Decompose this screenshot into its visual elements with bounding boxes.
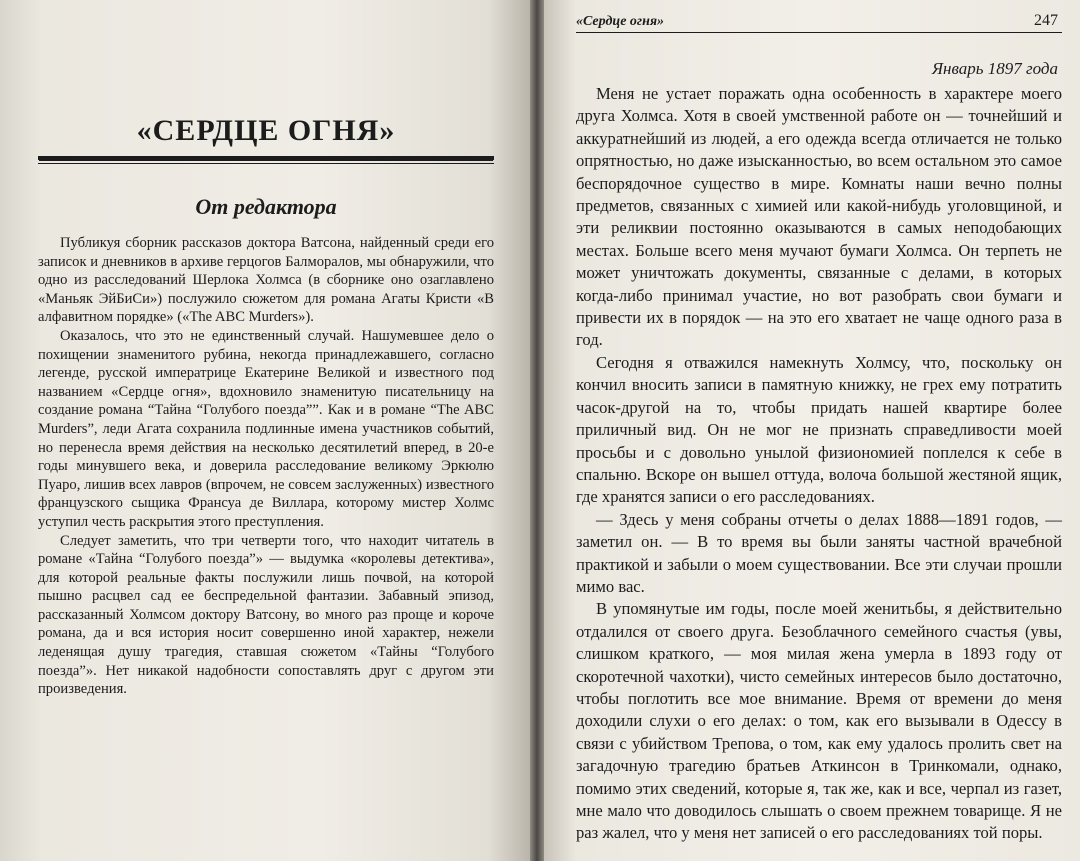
paragraph: — Здесь у меня собраны отчеты о делах 1888—1891 годов, — заметил он. — В то время вы были заняты частной врачебной практикой и забыли о моем существовании. Все эти случаи прошли мимо вас. xyxy=(576,509,1062,596)
running-title: «Сердце огня» xyxy=(576,14,665,29)
running-head xyxy=(576,0,1062,30)
story-text xyxy=(576,83,1062,845)
editor-heading: От редактора xyxy=(195,194,337,219)
dateline: Январь 1897 года xyxy=(931,59,1058,78)
left-page xyxy=(0,0,530,861)
chapter-title-rule xyxy=(38,156,494,160)
chapter-title: «СЕРДЦЕ ОГНЯ» xyxy=(136,114,396,147)
paragraph: В упомянутые им годы, после моей женитьбы, я действительно отдалился от своего друга. Безоблачного семейного счастья (увы, слишком краткого, — моя милая жена умерла в 1893 году от скоротечной чахотки), чисто семейных интересов было достаточно, чтобы поглотить все мое внимание. Время от времени до меня доходили слухи о его делах: о том, как его вызывали в Одессу в связи с убийством Трепова, о том, как ему удалось пролить свет на загадочную трагедию братьев Аткинсон в Тринкомали, однако, помимо этих сведений, которые я, так же, как и все, черпал из газет, мне мало что доводилось слышать о своем прежнем товарище. Я не раз жалел, что у меня нет записей о его расследованиях той поры. xyxy=(576,599,1062,843)
paragraph: Сегодня я отважился намекнуть Холмсу, что, поскольку он кончил вносить записи в памятную книжку, не грех ему потратить часок-другой на то, чтобы придать нашей квартире более приличный вид. Он не мог не признать справедливости моей просьбы и с довольно унылой физиономией поплелся к себе в спальню. Вскоре он вышел оттуда, волоча большой жестяной ящик, где хранятся записи о его расследованиях. xyxy=(576,352,1062,507)
right-page xyxy=(544,0,1080,861)
book-gutter xyxy=(530,0,544,861)
page-number: 247 xyxy=(1034,12,1058,29)
paragraph: Следует заметить, что три четверти того, что находит читатель в романе «Тайна “Голубого поезда”» — выдумка «королевы детектива», для которой реальные факты послужили лишь почвой, на которой пышно расцвел сад ее беспредельной фантазии. Забавный эпизод, рассказанный Холмсом доктору Ватсону, во много раз проще и короче романа, да и вся история носит совершенно иной характер, нежели леденящая душу трагедия, ставшая сюжетом «Тайны “Голубого поезда”». Нет никакой надобности сопоставлять друг с другом эти произведения. xyxy=(38,532,494,698)
running-head-rule xyxy=(576,32,1062,33)
paragraph: Меня не устает поражать одна особенность в характере моего друга Холмса. Хотя в своей умственной работе он — точнейший и аккуратнейший из людей, а его одежда всегда отличается не только опрятностью, но даже изысканностью, во всем остальном это самое беспорядочное существо в мире. Комнаты наши вечно полны предметов, связанных с химией или какой-нибудь уголовщиной, и эти реликвии постоянно оказываются в самых неподобающих местах. Больше всего меня мучают бумаги Холмса. Он терпеть не может уничтожать документы, связанные с делами, в которых когда-либо принимал участие, но вот разобрать свои бумаги и привести их в порядок — на это его хватает не чаще одного раза в год. xyxy=(576,84,1062,350)
paragraph: Оказалось, что это не единственный случай. Нашумевшее дело о похищении знаменитого рубина, некогда принадлежавшего, согласно легенде, русской императрице Екатерине Великой и известного под названием «Сердце огня», вдохновило знаменитую писательницу на создание романа “Тайна “Голубого поезда””. Как и в романе “The ABC Murders”, леди Агата сохранила подлинные имена участников событий, но перенесла время действия на несколько десятилетий вперед, в 20-е годы минувшего века, и доверила расследование великому Эркюлю Пуаро, лишив всех лавров (впрочем, не совсем заслуженных) известного французского сыщика Франсуа де Виллара, которому мистер Холмс уступил честь раскрытия этого преступления. xyxy=(38,327,494,530)
chapter-title-rule-thin xyxy=(38,163,494,164)
editor-note-text xyxy=(38,234,494,699)
paragraph: Публикуя сборник рассказов доктора Ватсона, найденный среди его записок и дневников в архиве герцогов Балморалов, мы обнаружили, что одно из расследований Шерлока Холмса (в сборнике оно озаглавлено «Маньяк ЭйБиСи») послужило сюжетом для романа Агаты Кристи «В алфавитном порядке» («The ABC Murders»). xyxy=(38,235,494,326)
